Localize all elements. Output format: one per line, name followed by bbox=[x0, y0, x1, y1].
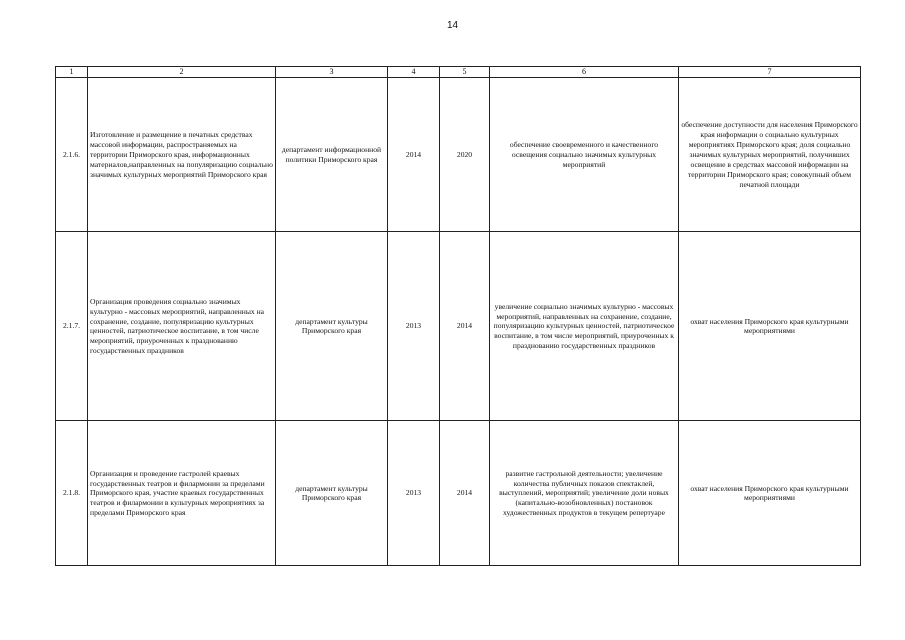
expected-result: развитие гастрольной деятельности; увеличение количества публичных показов спектаклей, выступлений, мероприятий; увеличение доли новых (капитально-возобновленных) постановок художественных продуктов в текущем репертуаре bbox=[490, 421, 679, 566]
column-header: 4 bbox=[388, 67, 440, 78]
table-row bbox=[56, 232, 861, 421]
executor: департамент информационной политики Приморского края bbox=[276, 78, 388, 232]
table-row bbox=[56, 78, 861, 232]
end-year: 2020 bbox=[440, 78, 490, 232]
indicator: охват населения Приморского края культурными мероприятиями bbox=[679, 232, 861, 421]
row-number: 2.1.8. bbox=[56, 421, 88, 566]
start-year: 2014 bbox=[388, 78, 440, 232]
indicator: обеспечение доступности для населения Приморского края информации о социально культурных мероприятиях Приморского края; доля социально значимых культурных мероприятий, получивших освещение в средствах массовой информации на территории Приморского края; совокупный объем печатной площади bbox=[679, 78, 861, 232]
executor: департамент культуры Приморского края bbox=[276, 421, 388, 566]
end-year: 2014 bbox=[440, 232, 490, 421]
page-number: 14 bbox=[446, 20, 459, 31]
table-row bbox=[56, 421, 861, 566]
activity-name: Организация проведения социально значимых культурно - массовых мероприятий, направленных на сохранение, создание, популяризацию культурных ценностей, патриотическое воспитание, в том числе мероприятий, приуроченных к празднованию государственных праздников bbox=[88, 232, 276, 421]
table-header-row bbox=[56, 67, 861, 78]
end-year: 2014 bbox=[440, 421, 490, 566]
activity-name: Организация и проведение гастролей краевых государственных театров и филармонии за пределами Приморского края, участие краевых государственных театров и филармонии в культурных мероприятиях за пределами Приморского края bbox=[88, 421, 276, 566]
column-header: 5 bbox=[440, 67, 490, 78]
activity-name: Изготовление и размещение в печатных средствах массовой информации, распространяемых на территории Приморского края, информационных материалов,направленных на популяризацию социально значимых культурных мероприятий Приморского края bbox=[88, 78, 276, 232]
column-header: 3 bbox=[276, 67, 388, 78]
column-header: 7 bbox=[679, 67, 861, 78]
column-header: 6 bbox=[490, 67, 679, 78]
column-header: 1 bbox=[56, 67, 88, 78]
program-activities-table bbox=[55, 66, 861, 566]
start-year: 2013 bbox=[388, 421, 440, 566]
expected-result: увеличение социально значимых культурно - массовых мероприятий, направленных на сохранение, создание, популяризацию культурных ценностей, патриотическое воспитание, в том числе мероприятий, приуроченных к празднованию государственных праздников bbox=[490, 232, 679, 421]
expected-result: обеспечение своевременного и качественного освещения социально значимых культурных мероприятий bbox=[490, 78, 679, 232]
row-number: 2.1.6. bbox=[56, 78, 88, 232]
row-number: 2.1.7. bbox=[56, 232, 88, 421]
start-year: 2013 bbox=[388, 232, 440, 421]
column-header: 2 bbox=[88, 67, 276, 78]
indicator: охват населения Приморского края культурными мероприятиями bbox=[679, 421, 861, 566]
executor: департамент культуры Приморского края bbox=[276, 232, 388, 421]
